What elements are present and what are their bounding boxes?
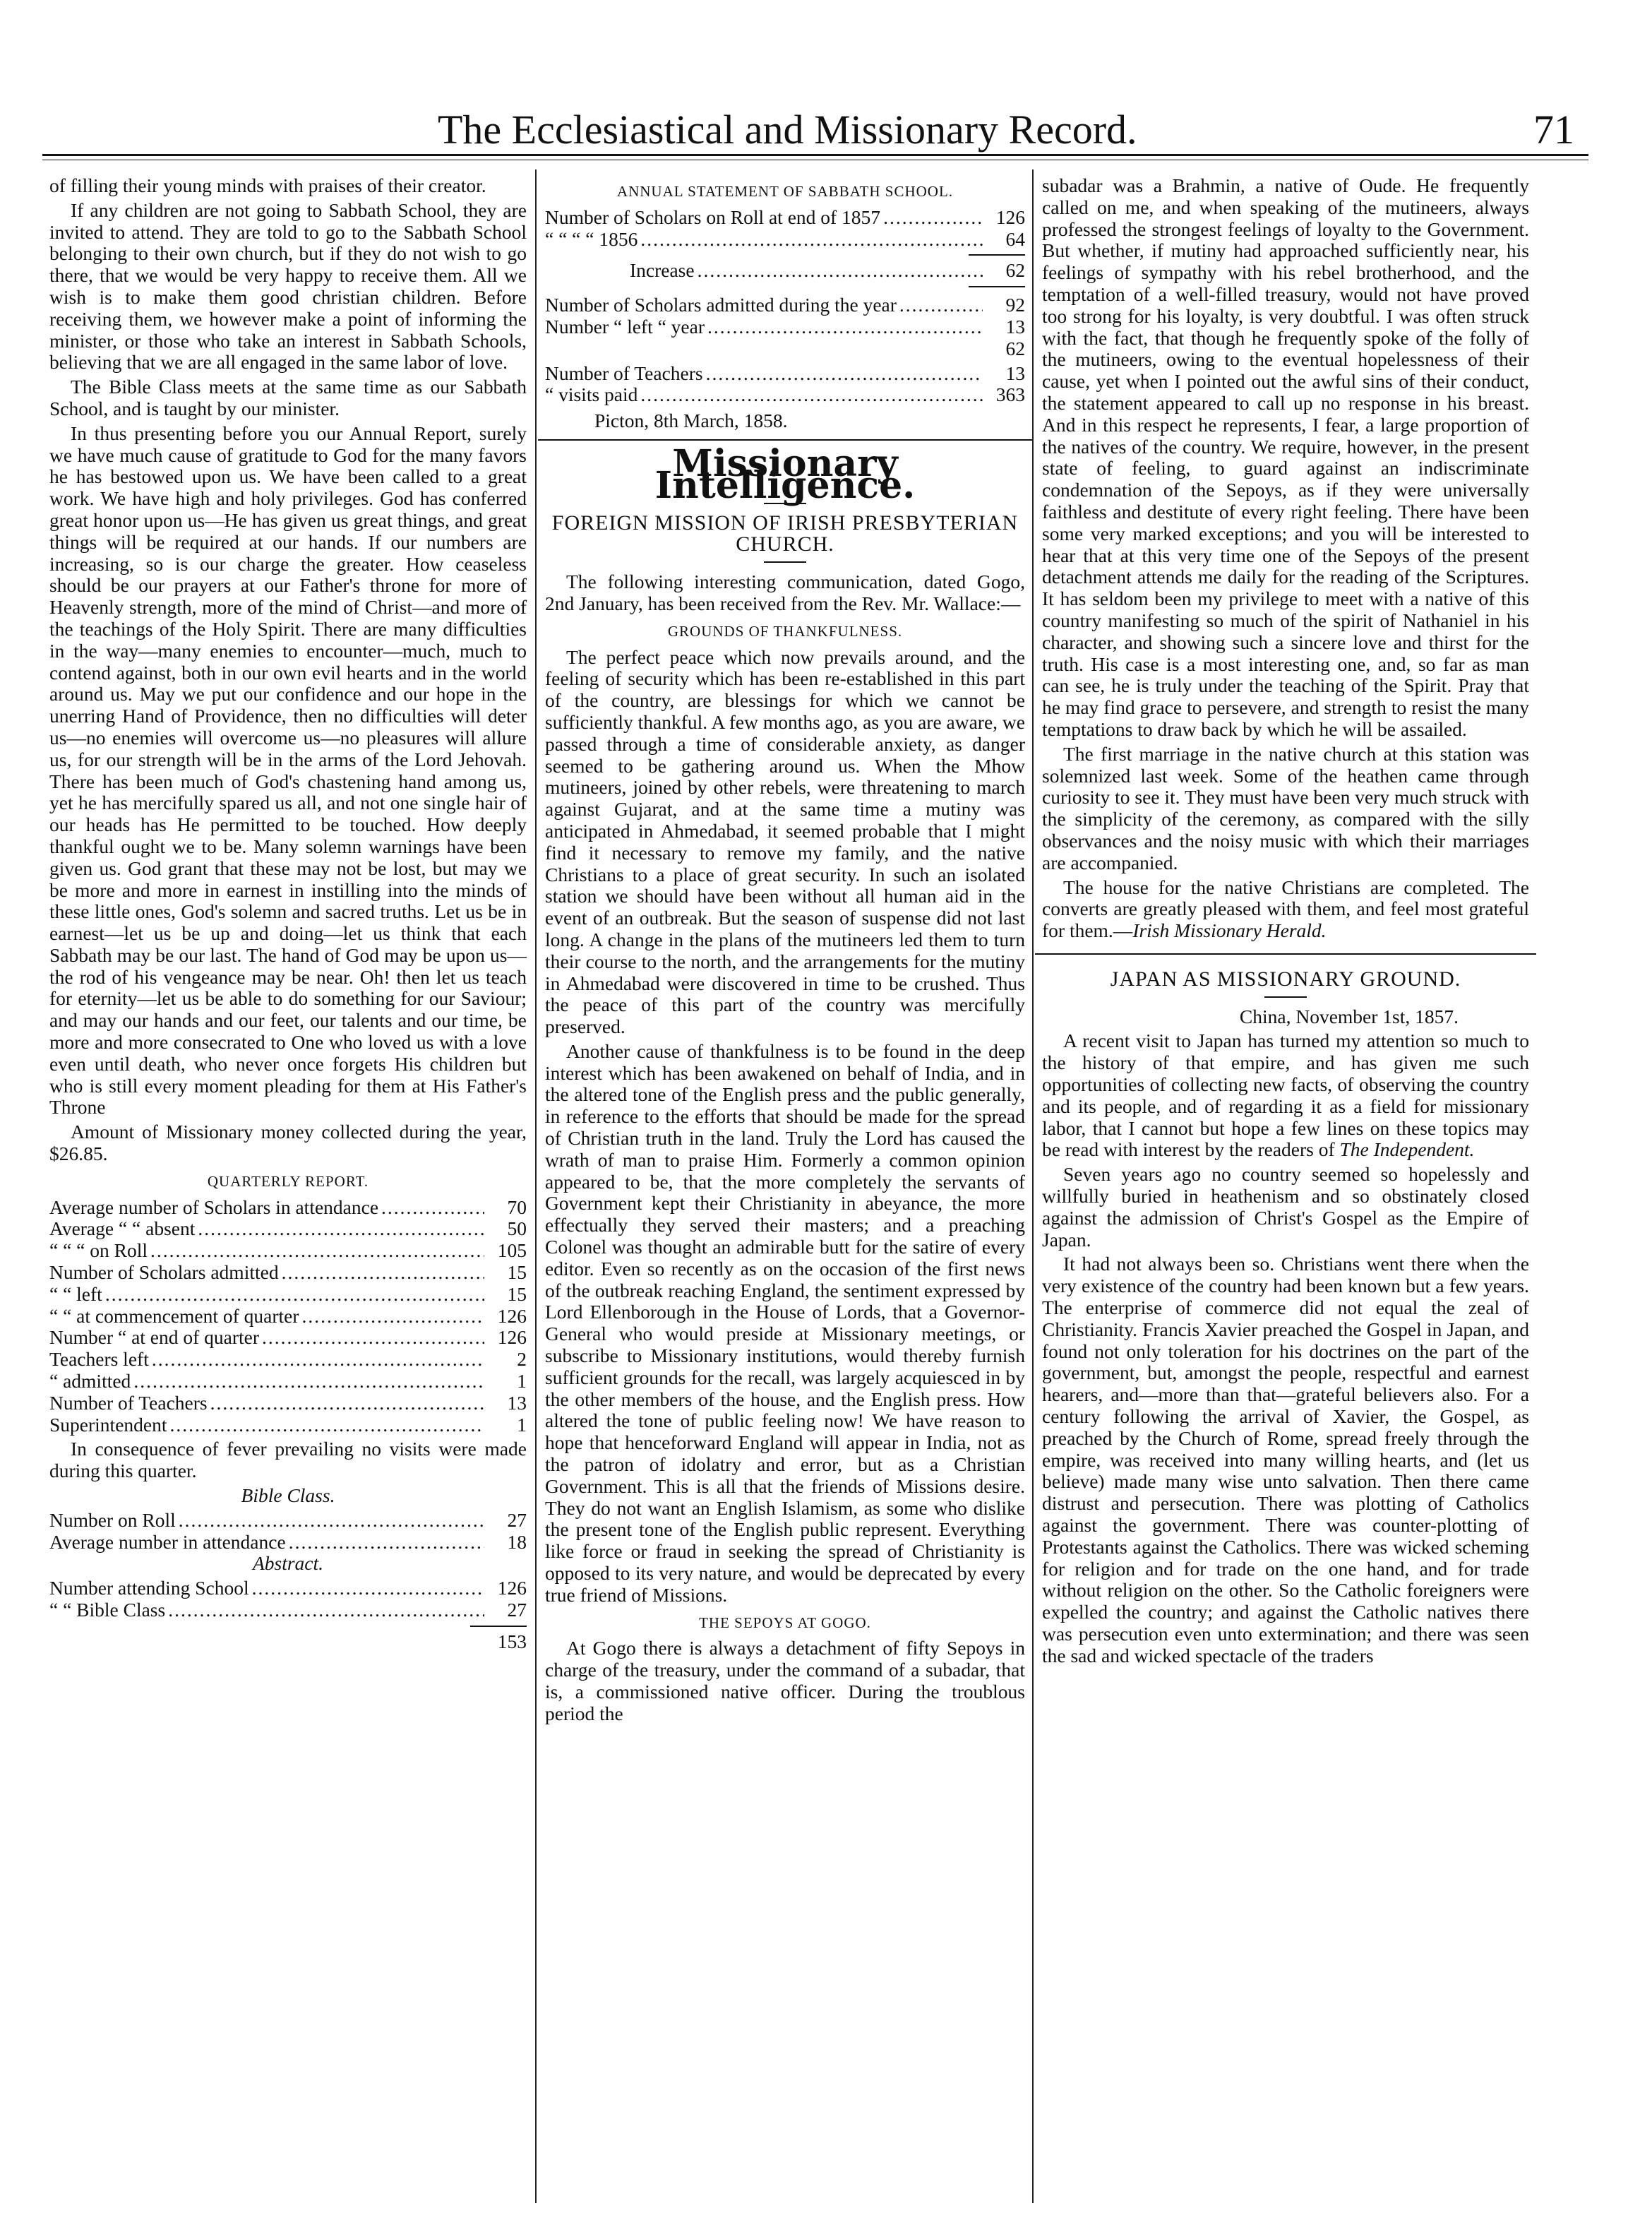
japan-intro-text: A recent visit to Japan has turned my attention so much to the history of that empire, and has given me such opportunities of collecting new facts, of observing the country and its people, and of regarding it as a field for missionary labor, that I cannot but hope a few lines on these topics may be read with interest by the readers of <box>1042 1030 1529 1161</box>
row-value: 126 <box>497 1326 527 1349</box>
paragraph: If any children are not going to Sabbath School, they are invited to attend. They are told to go to the Sabbath School belonging to their own church, but if they do not wish to go there, that we would be very happy to receive them. All we wish is to make them good christian children. Before receiving them, we however make a point of informing the minister, or those who take an interest in Sabbath Schools, believing that we are all engaged in the same labor of love. <box>49 198 527 374</box>
paragraph: Seven years ago no country seemed so hopelessly and willfully buried in heathenism and so obstinately closed against the admission of Christ's Gospel as the Empire of Japan. <box>1042 1163 1529 1251</box>
table-row <box>545 294 1025 316</box>
bible-class-heading: Bible Class. <box>241 1484 335 1507</box>
table-row <box>545 207 1025 229</box>
row-label: Number of Scholars admitted during the year <box>545 294 897 316</box>
sum-rule <box>470 1626 527 1627</box>
running-title: The Ecclesiastical and Missionary Record. <box>438 107 1137 153</box>
row-label: “ “ left <box>49 1282 102 1305</box>
column-1 <box>49 175 527 1653</box>
row-label: Teachers left <box>49 1348 149 1371</box>
paragraph: It had not always been so. Christians went there when the very existence of the country had been known but a few years. The enterprise of commerce did not equal the zeal of Christianity. Francis Xavier preached the Gospel in Japan, and found not only toleration for his doctrines on the part of the government, but, amongst the people, respectful and earnest hearers, and—more than that—grateful believers also. For a century following the arrival of Xavier, the Gospel, as preached by the Church of Rome, spread freely through the empire, was received into many willing hearts, and (let us believe) made many wise unto salvation. Then there came distrust and persecution. There was plotting of Catholics against the government. There was counter-plotting of Protestants against the Catholics. There was wicked scheming for religion and for trade on the one hand, and for trade without religion on the other. So the Catholic foreigners were expelled the country; and against the Catholic natives there was persecution even unto extermination; and there was seen the sad and wicked spectacle of the traders <box>1042 1253 1529 1666</box>
paragraph: The first marriage in the native church at this station was solemnized last week. Some of the heathen came through curiosity to see it. They must have been very much struck with the simplicity of the ceremony, as compared with the silly observances and the noisy music with which their marriages are accompanied. <box>1042 742 1529 873</box>
table-row <box>545 363 1025 385</box>
row-value: 13 <box>1005 362 1025 384</box>
row-value: 105 <box>497 1239 527 1262</box>
table-row <box>49 1349 527 1371</box>
table-row <box>49 1262 527 1284</box>
row-label: “ “ “ “ 1856 <box>545 227 638 250</box>
paragraph: At Gogo there is always a detachment of fifty Sepoys in charge of the treasury, under the command of a subadar, that is, a commissioned native officer. During the troublous period the <box>545 1637 1025 1724</box>
row-label: Average number in attendance <box>49 1530 286 1553</box>
row-value: 15 <box>507 1261 527 1284</box>
section-rule <box>1035 953 1536 955</box>
table-row <box>49 1197 527 1219</box>
row-label: Increase <box>630 259 695 282</box>
total-row <box>49 1631 527 1653</box>
paragraph: The perfect peace which now prevails around, and the feeling of security which has been re-established in this part of the country, are blessings for which we cannot be sufficiently thankful. A few months ago, as you are aware, we passed through a time of considerable anxiety, as danger seemed to be gathering around us. When the Mhow mutineers, joined by other rebels, were threatening to march against Gujarat, and at the same time a mutiny was anticipated in Ahmedabad, it seemed probable that I might find it necessary to remove my family, and the native Christians to a place of great security. In such an isolated station we should have been without all human aid in the event of an outbreak. But the season of suspense did not last long. A change in the plans of the mutineers led them to turn their course to the north, and the arrangements for the mutiny in Ahmedabad were discovered in time to be crushed. Thus the peace of this part of the country was mercifully preserved. <box>545 645 1025 1038</box>
paragraph: subadar was a Brahmin, a native of Oude. He frequently called on me, and when speaking of the mutineers, always professed the strongest feelings of loyalty to the Government. But whether, if mutiny had approached sufficiently near, his feelings of sympathy with his rebel brotherhood, and the temptation of a well-filled treasury, would not have proved too strong for his loyalty, is very doubtful. I was often struck with the fact, that though he frequently spoke of the folly of the mutineers, owing to the eventual hopelessness of their cause, yet when I pointed out the awful sins of their conduct, the statement appeared to call up no response in his breast. And in this respect he represents, I fear, a large proportion of the natives of the country. We require, however, in the present state of feeling, to guard against an indiscriminate condemnation of the Sepoys, as if they were universally faithless and destitute of every right feeling. There have been some very marked exceptions; and you will be interested to hear that at this very time one of the Sepoys of the present detachment attends me daily for the reading of the Scriptures. It has seldom been my privilege to meet with a native of this country manifesting so much of the spirit of Nathaniel in his character, and showing such a sincere love and thirst for the truth. His case is a most interesting one, and, so far as man can see, he is truly under the teaching of the Spirit. Pray that he may find grace to persevere, and strength to resist the many temptations to draw back by which he will be assailed. <box>1042 174 1529 740</box>
row-value: 62 <box>1005 259 1025 282</box>
signoff: Picton, 8th March, 1858. <box>594 410 788 432</box>
table-row <box>49 1510 527 1532</box>
row-label: Number of Scholars on Roll at end of 1857 <box>545 205 881 228</box>
title-rule <box>764 561 806 563</box>
row-value: 15 <box>507 1282 527 1305</box>
header-rule <box>42 154 1588 156</box>
table-row <box>49 1599 527 1621</box>
section-title: Missionary Intelligence. <box>654 441 916 507</box>
source-credit: The Independent. <box>1339 1138 1475 1161</box>
quarterly-report-table <box>49 1197 527 1436</box>
row-label: Number “ at end of quarter <box>49 1326 260 1349</box>
row-label: Average number of Scholars in attendance <box>49 1196 379 1218</box>
page-header <box>42 106 1588 153</box>
table-row <box>545 316 1025 338</box>
source-credit: Irish Missionary Herald. <box>1132 919 1327 942</box>
row-value: 27 <box>507 1508 527 1531</box>
paragraph: Another cause of thankfulness is to be found in the deep interest which has been awakened on behalf of India, and in the altered tone of the English press and the public generally, in reference to the efforts that should be made for the spread of Christian truth in the land. Truly the Lord has caused the wrath of man to praise Him. Formerly a common opinion appeared to be, that the more completely the servants of Government kept their Christianity in abeyance, the more effectually they served their masters; and a preaching Colonel was thought an admirable butt for the satire of every editor. Even so recently as on the occasion of the first news of the outbreak reaching England, the sentiment expressed by Lord Ellenborough in the House of Lords, that a Governor-General who would preside at Missionary meetings, or subscribe to Missionary institutions, would thereby furnish sufficient grounds for the recall, was largely acquiesced in by the other members of the house, and the English press. How altered the tone of public feeling now! We have reason to hope that henceforward England will appear in India, not as the patron of idolatry and error, but as a Christian Government. This is all that the friends of Missions desire. They do not want an English Islamism, as some who dislike the present tone of the English public represent. Everything like force or fraud in seeking the spread of Christianity is opposed to its very nature, and would be deprecated by every true friend of Missions. <box>545 1039 1025 1606</box>
row-value: 64 <box>1005 227 1025 250</box>
table-row <box>49 1284 527 1306</box>
total-value: 153 <box>497 1630 527 1652</box>
sum-rule <box>969 286 1025 287</box>
column-3 <box>1042 175 1529 1670</box>
paragraph <box>1042 877 1529 942</box>
table-row <box>49 1414 527 1436</box>
row-value: 92 <box>1005 294 1025 316</box>
row-value: 126 <box>497 1304 527 1327</box>
table-row <box>49 1578 527 1599</box>
table-row <box>49 1240 527 1262</box>
fever-note: In consequence of fever prevailing no visits were made during this quarter. <box>49 1438 527 1482</box>
article-title: FOREIGN MISSION OF IRISH PRESBYTERIAN CHURCH. <box>551 511 1019 556</box>
quarterly-report-heading: QUARTERLY REPORT. <box>207 1172 369 1190</box>
table-row <box>545 229 1025 251</box>
table-row <box>49 1306 527 1328</box>
row-label: “ “ Bible Class <box>49 1599 166 1621</box>
table-row <box>49 1327 527 1349</box>
row-value: 13 <box>1005 315 1025 338</box>
row-label: Superintendent <box>49 1413 167 1436</box>
row-label: Number “ left “ year <box>545 315 705 338</box>
sum-rule <box>969 254 1025 256</box>
title-rule <box>1264 996 1307 998</box>
net-row <box>545 338 1025 360</box>
row-value: 1 <box>517 1413 527 1436</box>
table-row <box>49 1371 527 1393</box>
row-value: 1 <box>517 1370 527 1393</box>
row-value: 18 <box>507 1530 527 1553</box>
row-label: Number of Teachers <box>49 1391 208 1414</box>
row-value: 126 <box>995 205 1025 228</box>
table-row <box>49 1532 527 1554</box>
increase-row <box>545 260 1025 282</box>
row-label: Number on Roll <box>49 1508 176 1531</box>
intro-paragraph: The following interesting communication, dated Gogo, 2nd January, has been received from the Rev. Mr. Wallace:— <box>545 571 1025 614</box>
paragraph: Amount of Missionary money collected during the year, $26.85. <box>49 1121 527 1165</box>
row-value: 363 <box>995 383 1025 406</box>
row-label: “ “ at commencement of quarter <box>49 1304 299 1327</box>
row-label: Number of Scholars admitted <box>49 1261 279 1284</box>
row-value: 27 <box>507 1599 527 1621</box>
abstract-heading: Abstract. <box>252 1552 324 1575</box>
paragraph: The Bible Class meets at the same time as our Sabbath School, and is taught by our minister. <box>49 376 527 419</box>
table-row <box>49 1218 527 1240</box>
row-label: Number attending School <box>49 1577 249 1599</box>
page-number: 71 <box>1533 107 1574 153</box>
row-value: 50 <box>507 1217 527 1240</box>
row-label: Number of Teachers <box>545 362 703 384</box>
article-title: JAPAN AS MISSIONARY GROUND. <box>1110 967 1461 991</box>
row-value: 13 <box>507 1391 527 1414</box>
row-value: 62 <box>1005 337 1025 359</box>
section-rule <box>538 439 1032 441</box>
row-value: 126 <box>497 1577 527 1599</box>
paragraph: In thus presenting before you our Annual Report, surely we have much cause of gratitude to God for the many favors he has bestowed upon us. We have been called to a great work. We have high and holy privileges. God has conferred great honor upon us—He has given us great things, and great things will be required at our hands. If our numbers are increasing, so is our charge the greater. How ceaseless should be our prayers at our Father's throne for more of Heavenly strength, more of the mind of Christ—and more of the teachings of the Holy Spirit. There are many difficulties in the way—many enemies to encounter—much, much to contend against, both in our own evil hearts and in the world around us. May we put our confidence and our hope in the unerring Hand of Providence, then no difficulties will deter us—no enemies will overcome us—no pleasures will allure us, for our strength will be in the arms of the Lord Jehovah. There has been much of God's chastening hand among us, yet he has mercifully spared us all, and not one single hair of our heads has He permitted to be touched. How deeply thankful ought we to be. Many solemn warnings have been given us. God grant that these may not be lost, but may we be more and more in earnest in instilling into the minds of these little ones, God's solemn and sacred truths. Let us be in earnest—let us be up and doing—let us think that each Sabbath may be our last. The hand of God may be upon us—the rod of his vengeance may be near. Oh! then let us teach for eternity—let us be able to do something for our Saviour; and may our hands and our feet, our talents and our time, be more and more consecrated to One who loved us with a love even until death, who never once forgets His children but who is still every moment pleading for them at His Father's Throne <box>49 422 527 1119</box>
paragraph <box>1042 1030 1529 1161</box>
annual-statement-heading: ANNUAL STATEMENT OF SABBATH SCHOOL. <box>616 183 954 200</box>
subheading: THE SEPOYS AT GOGO. <box>699 1614 871 1631</box>
column-2 <box>545 175 1025 1728</box>
row-label: Average “ “ absent <box>49 1217 196 1240</box>
converts-text: The house for the native Christians are completed. The converts are greatly pleased with them, and feel most grateful for them.— <box>1042 876 1529 942</box>
subheading: GROUNDS OF THANKFULNESS. <box>667 622 903 640</box>
row-label: “ visits paid <box>545 383 638 406</box>
column-divider-1 <box>535 169 537 2203</box>
row-label: “ admitted <box>49 1370 131 1393</box>
row-value: 70 <box>507 1196 527 1218</box>
column-divider-2 <box>1032 169 1034 2203</box>
row-label: “ “ “ on Roll <box>49 1239 148 1262</box>
paragraph: of filling their young minds with praises of their creator. <box>49 174 486 196</box>
table-row <box>545 384 1025 406</box>
row-value: 2 <box>517 1348 527 1371</box>
dateline: China, November 1st, 1857. <box>1239 1005 1459 1027</box>
table-row <box>49 1393 527 1414</box>
